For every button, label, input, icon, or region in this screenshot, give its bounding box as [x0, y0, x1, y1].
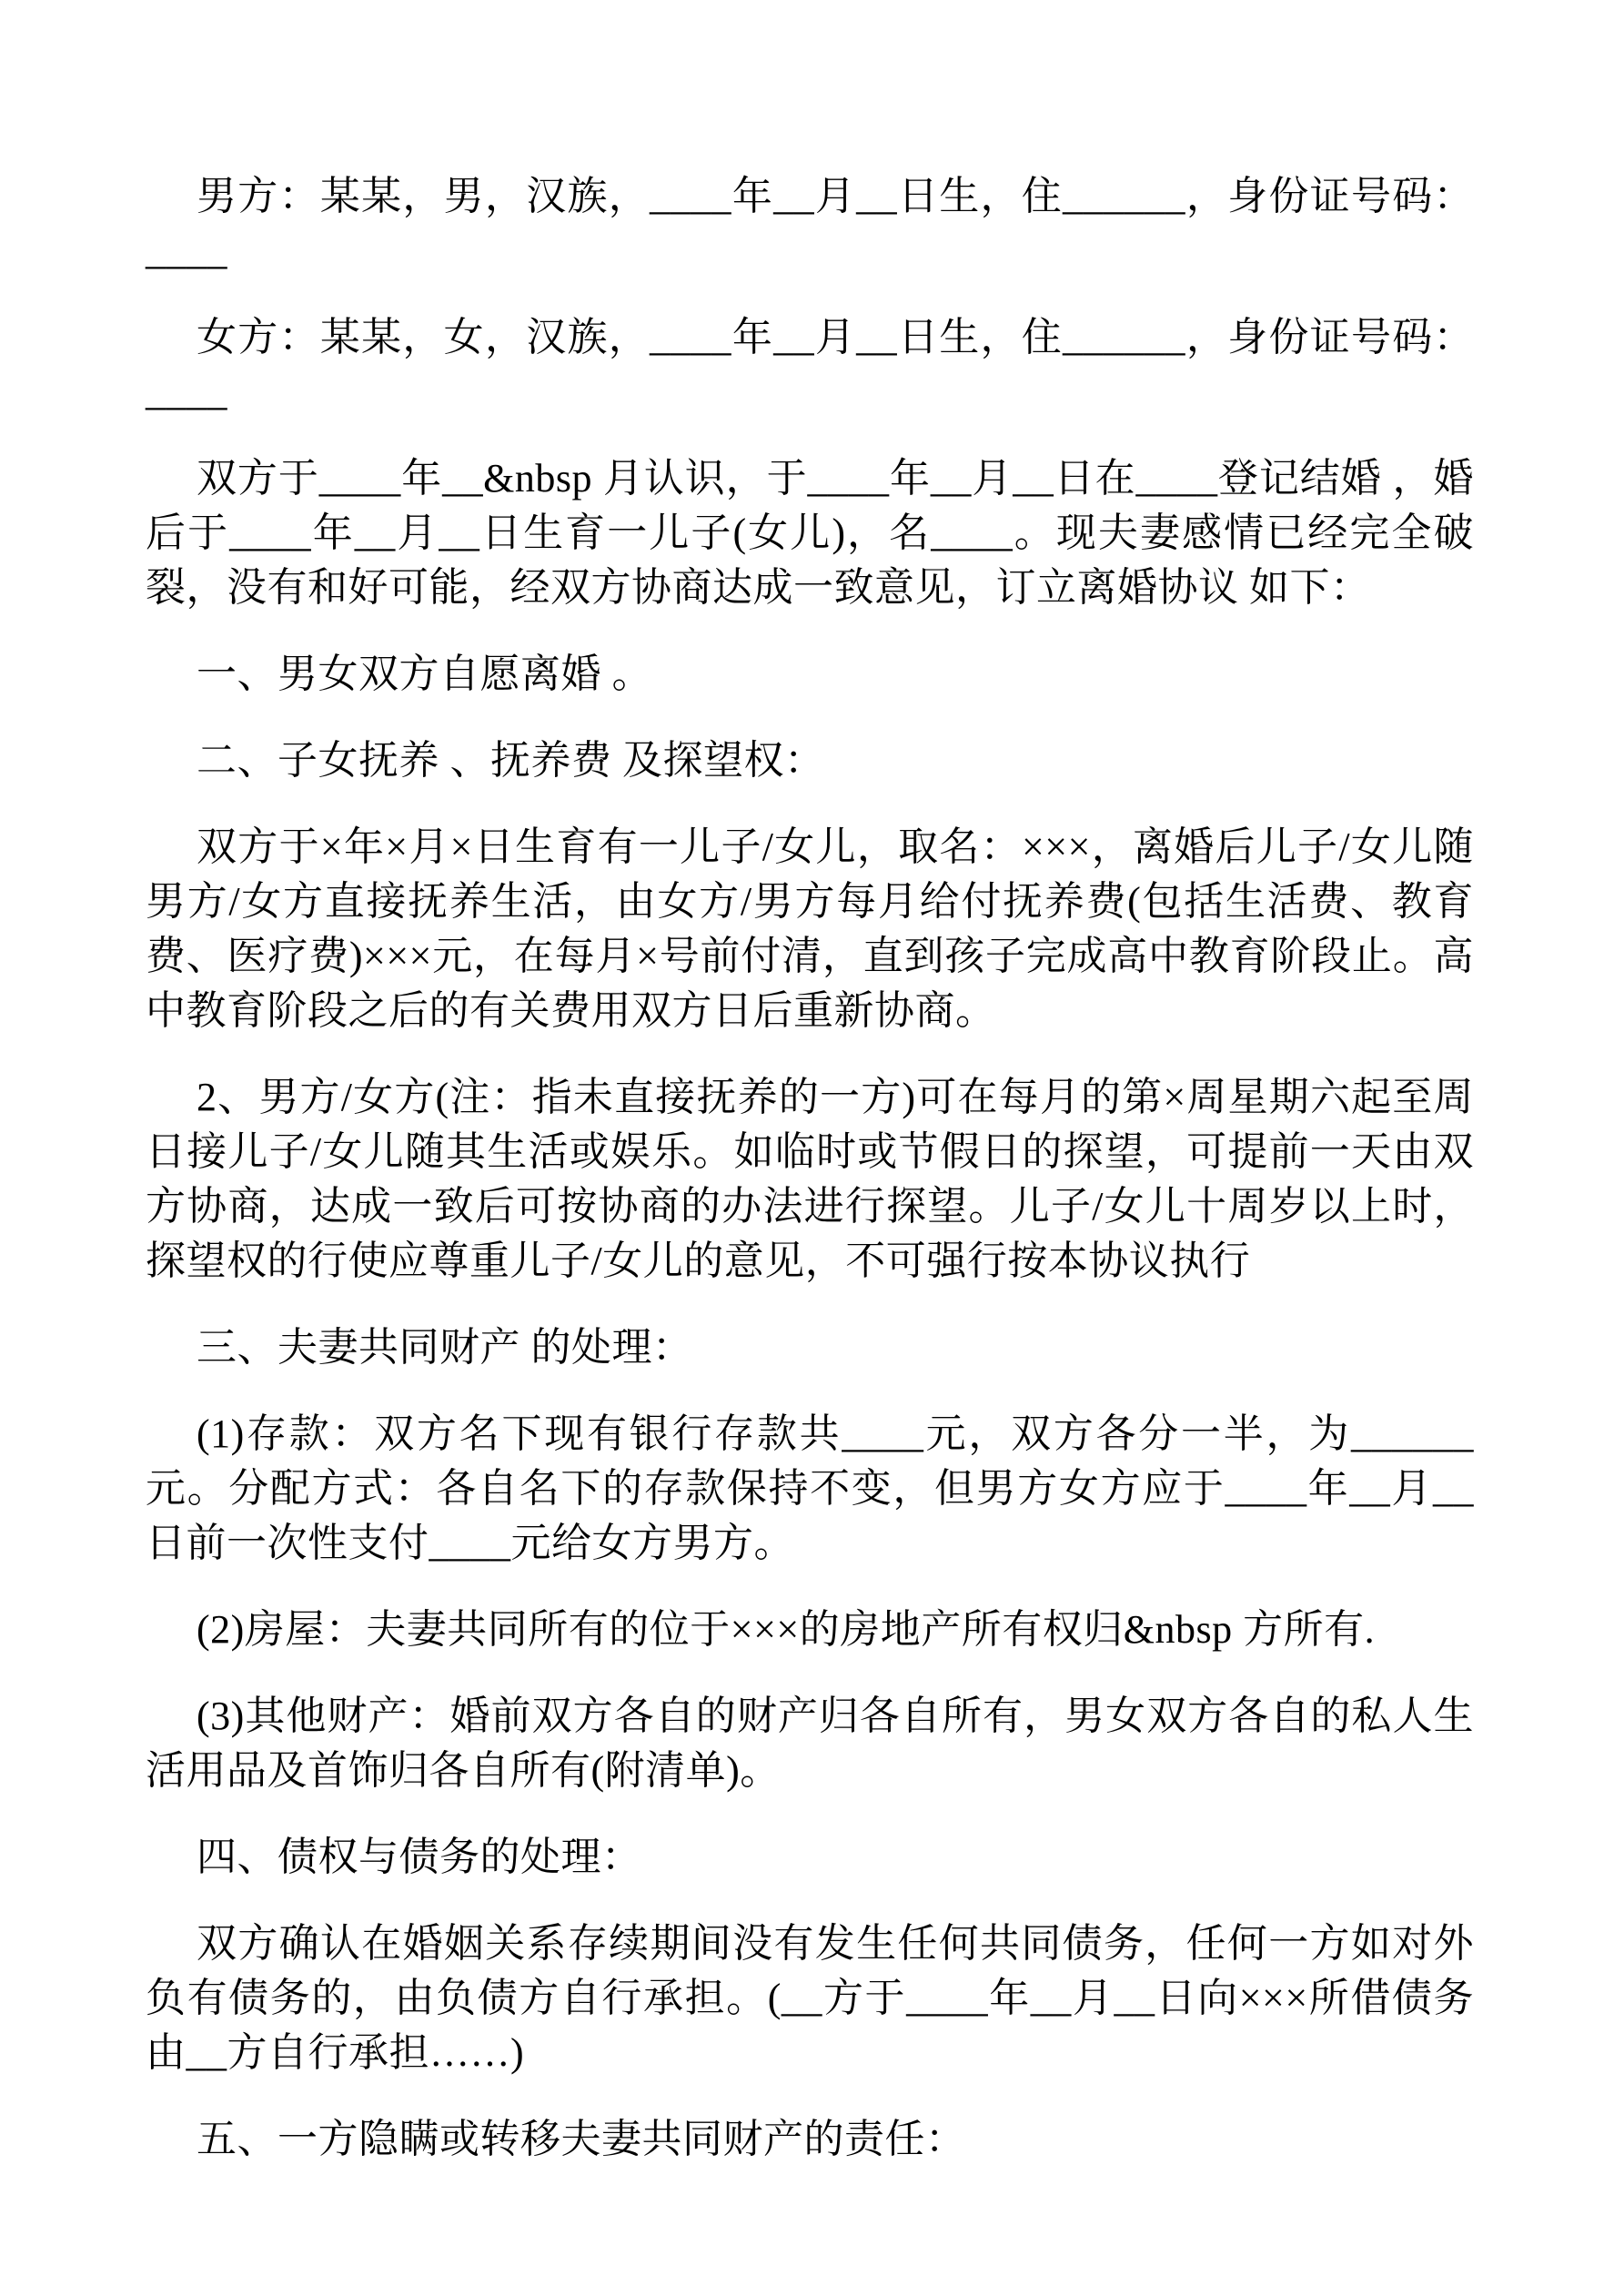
- paragraph-house: (2)房屋：夫妻共同所有的位于×××的房地产所有权归&nbsp 方所有.: [197, 1607, 1376, 1652]
- paragraph-husband-info: 男方：某某，男，汉族，____年__月__日生，住______，身份证号码：____: [146, 174, 1474, 273]
- paragraph-debts: 双方确认在婚姻关系存续期间没有发生任何共同债务，任何一方如对外负有债务的，由负债方自行承担。(__方于____年__月__日向×××所借债务由__方自行承担……): [146, 1921, 1474, 2075]
- paragraph-clause-4-heading: 四、债权与债务的处理：: [197, 1835, 642, 1879]
- paragraph-clause-3-heading: 三、夫妻共同财产 的处理：: [197, 1325, 693, 1370]
- paragraph-deposits: (1)存款：双方名下现有银行存款共____元，双方各分一半，为______元。分配方式：各自名下的存款保持不变，但男方女方应于____年__月__日前一次性支付____元给女方男方。: [146, 1411, 1474, 1565]
- paragraph-marriage-background: 双方于____年__&nbsp 月认识，于____年__月__日在____登记结婚 ，婚后于____年__月__日生育一儿子(女儿)，名____。现夫妻感情已经完全破裂，没有和好可能，经双方协商达成一致意见，订立离婚协议 如下：: [146, 456, 1474, 610]
- paragraph-clause-1-divorce: 一、男女双方自愿离婚 。: [197, 652, 652, 696]
- paragraph-wife-info: 女方：某某，女，汉族，____年__月__日生，住______，身份证号码：____: [146, 315, 1474, 414]
- paragraph-visitation-terms: 2、男方/女方(注：指未直接抚养的一方)可在每月的第×周星期六起至周日接儿子/女儿随其生活或娱乐。如临时或节假日的探望，可提前一天由双方协商，达成一致后可按协商的办法进行探望。儿子/女儿十周岁以上时，探望权的行使应尊重儿子/女儿的意见，不可强行按本协议执行: [146, 1075, 1474, 1283]
- paragraph-clause-5-heading: 五、一方隐瞒或转移夫妻共同财产的责任：: [197, 2117, 966, 2161]
- paragraph-clause-2-heading: 二、子女抚养 、抚养费 及探望权：: [197, 738, 825, 783]
- paragraph-custody-terms: 双方于×年×月×日生育有一儿子/女儿，取名：×××，离婚后儿子/女儿随男方/女方直接抚养生活，由女方/男方每月给付抚养费(包括生活费、教育费、医疗费)×××元，在每月×号前付清，直到孩子完成高中教育阶段止。高中教育阶段之后的有关费用双方日后重新协商。: [146, 824, 1474, 1033]
- paragraph-other-property: (3)其他财产：婚前双方各自的财产归各自所有，男女双方各自的私人生活用品及首饰归各自所有(附清单)。: [146, 1694, 1474, 1793]
